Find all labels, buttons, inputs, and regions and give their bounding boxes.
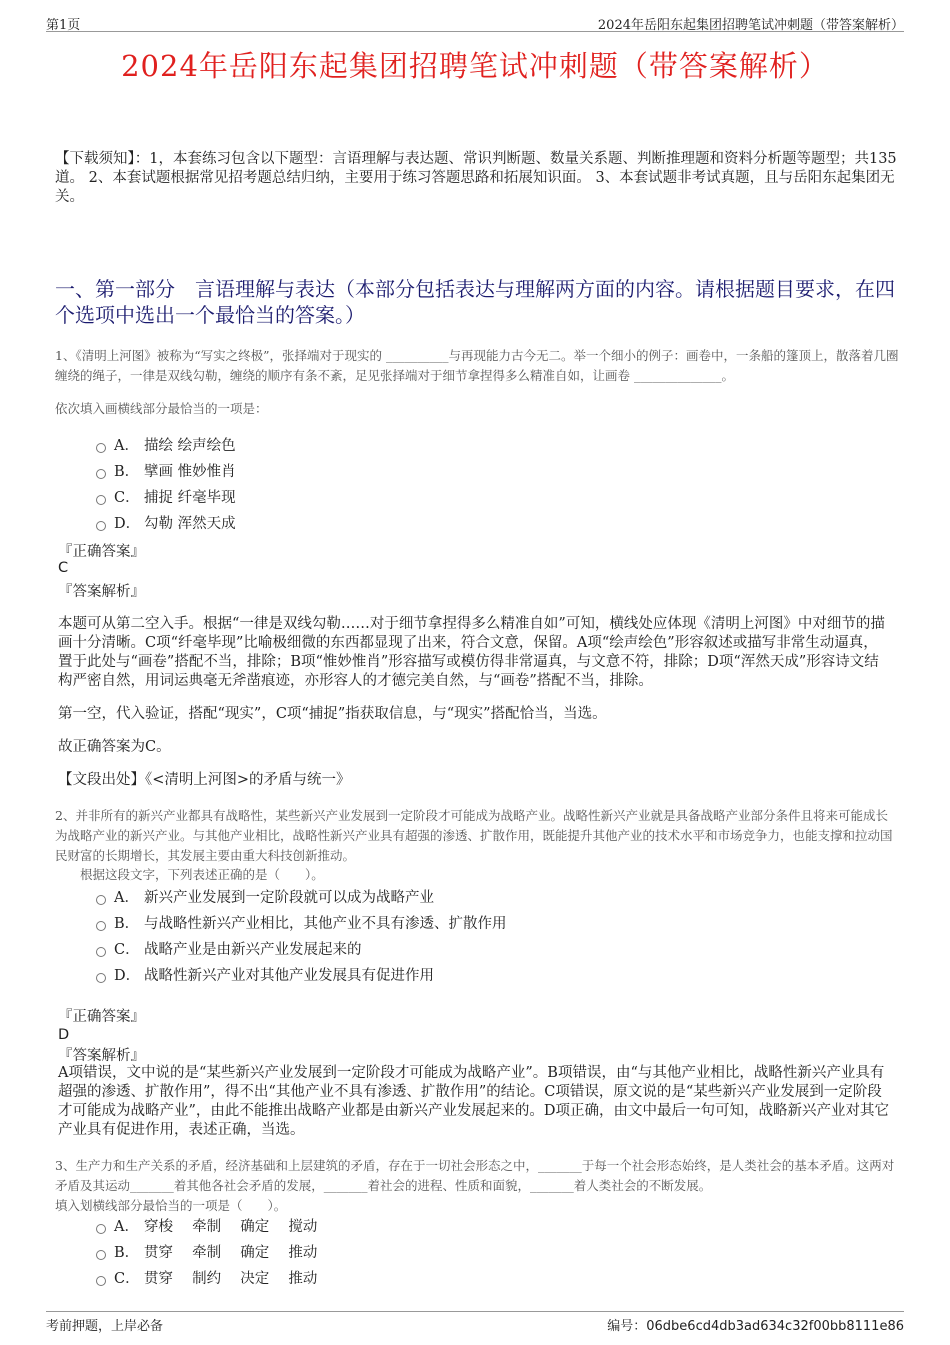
- q3-option-a[interactable]: A． 穿梭 牵制 确定 搅动: [96, 1214, 317, 1240]
- q1-option-b[interactable]: B． 擘画 惟妙惟肖: [96, 459, 236, 485]
- question-1-stem: 1、《清明上河图》被称为“写实之终极”，张择端对于现实的 __________与再现能力古今无二。举一个细小的例子：画卷中，一条船的篷顶上，散落着几圈缠绕的绳子，一律是双线勾勒，缠绕的顺序有条不紊，足见张择端对于细节拿捏得多么精准自如，让画卷 ______________。: [55, 348, 899, 383]
- radio-icon[interactable]: [96, 469, 106, 479]
- question-3-options: [96, 1214, 317, 1292]
- radio-icon[interactable]: [96, 521, 106, 531]
- radio-icon[interactable]: [96, 443, 106, 453]
- footer-slogan: 考前押题，上岸必备: [46, 1319, 164, 1334]
- q1-analysis-paragraph: 第一空，代入验证，搭配“现实”，C项“捕捉”指获取信息，与“现实”搭配恰当，当选。: [58, 706, 607, 722]
- footer-code-value: 06dbe6cd4db3ad634c32f00bb8111e86: [646, 1319, 904, 1334]
- q2-answer: D: [58, 1027, 70, 1043]
- q1-answer: C: [58, 560, 69, 576]
- header-doc-title: 2024年岳阳东起集团招聘笔试冲刺题（带答案解析）: [597, 18, 904, 33]
- section-heading: 一、第一部分 言语理解与表达（本部分包括表达与理解两方面的内容。请根据题目要求，在四个选项中选出一个最恰当的答案。）: [55, 277, 895, 327]
- radio-icon[interactable]: [96, 921, 106, 931]
- q2-analysis-label: 『答案解析』: [58, 1048, 145, 1064]
- page-number: 第1页: [46, 18, 81, 33]
- radio-icon[interactable]: [96, 1250, 106, 1260]
- radio-icon[interactable]: [96, 495, 106, 505]
- footer-code: [607, 1315, 904, 1334]
- q2-answer-label: 『正确答案』: [58, 1009, 145, 1025]
- q1-option-a[interactable]: A． 描绘 绘声绘色: [96, 433, 236, 459]
- q1-option-d[interactable]: D． 勾勒 浑然天成: [96, 511, 236, 537]
- header-divider: [46, 31, 904, 32]
- q2-option-b[interactable]: B． 与战略性新兴产业相比，其他产业不具有渗透、扩散作用: [96, 911, 507, 937]
- q2-option-c[interactable]: C． 战略产业是由新兴产业发展起来的: [96, 937, 507, 963]
- q1-analysis-label: 『答案解析』: [58, 584, 145, 600]
- radio-icon[interactable]: [96, 1224, 106, 1234]
- question-2-stem: 2、并非所有的新兴产业都具有战略性，某些新兴产业发展到一定阶段才可能成为战略产业。战略性新兴产业就是具备战略产业部分条件且将来可能成长为战略产业的新兴产业。与其他产业相比，战略性新兴产业具有超强的渗透、扩散作用，既能提升其他产业的技术水平和市场竞争力，也能支撑和拉动国民财富的长期增长，其发展主要由重大科技创新推动。: [55, 808, 893, 863]
- q2-analysis-paragraph: A项错误，文中说的是“某些新兴产业发展到一定阶段才可能成为战略产业”。B项错误，由“与其他产业相比，战略性新兴产业具有超强的渗透、扩散作用”，得不出“其他产业不具有渗透、扩散作用”的结论。C项错误，原文说的是“某些新兴产业发展到一定阶段才可能成为战略产业”，由此不能推出战略产业都是由新兴产业发展起来的。D项正确，由文中最后一句可知，战略新兴产业对其它产业具有促进作用，表述正确，当选。: [58, 1065, 890, 1138]
- question-1-options: [96, 433, 236, 537]
- question-1-prompt: 依次填入画横线部分最恰当的一项是：: [55, 401, 268, 416]
- q3-option-b[interactable]: B． 贯穿 牵制 确定 推动: [96, 1240, 317, 1266]
- q1-answer-label: 『正确答案』: [58, 544, 145, 560]
- page-header: [0, 0, 950, 34]
- q2-option-d[interactable]: D． 战略性新兴产业对其他产业发展具有促进作用: [96, 963, 507, 989]
- download-notice: 【下载须知】：1，本套练习包含以下题型：言语理解与表达题、常识判断题、数量关系题、判断推理题和资料分析题等题型；共135道。 2、本套试题根据常见招考题总结归纳，主要用于练习答题思路和拓展知识面。 3、本套试题非考试真题，且与岳阳东起集团无关。: [55, 151, 897, 205]
- radio-icon[interactable]: [96, 895, 106, 905]
- q1-analysis-conclusion: 故正确答案为C。: [58, 739, 171, 755]
- q1-analysis-paragraph: 本题可从第二空入手。根据“一律是双线勾勒……对于细节拿捏得多么精准自如”可知，横线处应体现《清明上河图》中对细节的描画十分清晰。C项“纤毫毕现”比喻极细微的东西都显现了出来，符合文意，保留。A项“绘声绘色”形容叙述或描写非常生动逼真，置于此处与“画卷”搭配不当，排除；B项“惟妙惟肖”形容描写或模仿得非常逼真，与文意不符，排除；D项“浑然天成”形容诗文结构严密自然，用词运典毫无斧凿痕迹，亦形容人的才德完美自然，与“画卷”搭配不当，排除。: [58, 616, 885, 689]
- footer-code-label: 编号：: [607, 1319, 647, 1334]
- q1-source: 【文段出处】《<清明上河图>的矛盾与统一》: [58, 772, 351, 788]
- q3-option-c[interactable]: C． 贯穿 制约 决定 推动: [96, 1266, 317, 1292]
- radio-icon[interactable]: [96, 1276, 106, 1286]
- q2-option-a[interactable]: A． 新兴产业发展到一定阶段就可以成为战略产业: [96, 885, 507, 911]
- radio-icon[interactable]: [96, 947, 106, 957]
- question-2-options: [96, 885, 507, 989]
- document-title: 2024年岳阳东起集团招聘笔试冲刺题（带答案解析）: [121, 49, 829, 83]
- footer-divider: [46, 1311, 904, 1312]
- radio-icon[interactable]: [96, 973, 106, 983]
- question-3-stem: 3、生产力和生产关系的矛盾，经济基础和上层建筑的矛盾，存在于一切社会形态之中，_______于每一个社会形态始终，是人类社会的基本矛盾。这两对矛盾及其运动_______着其他各社会矛盾的发展，_______着社会的进程、性质和面貌，_______着人类社会的不断发展。: [55, 1158, 895, 1193]
- q1-option-c[interactable]: C． 捕捉 纤毫毕现: [96, 485, 236, 511]
- question-2-prompt: 根据这段文字，下列表述正确的是（ ）。: [80, 867, 324, 882]
- question-3-prompt: 填入划横线部分最恰当的一项是（ ）。: [55, 1198, 287, 1213]
